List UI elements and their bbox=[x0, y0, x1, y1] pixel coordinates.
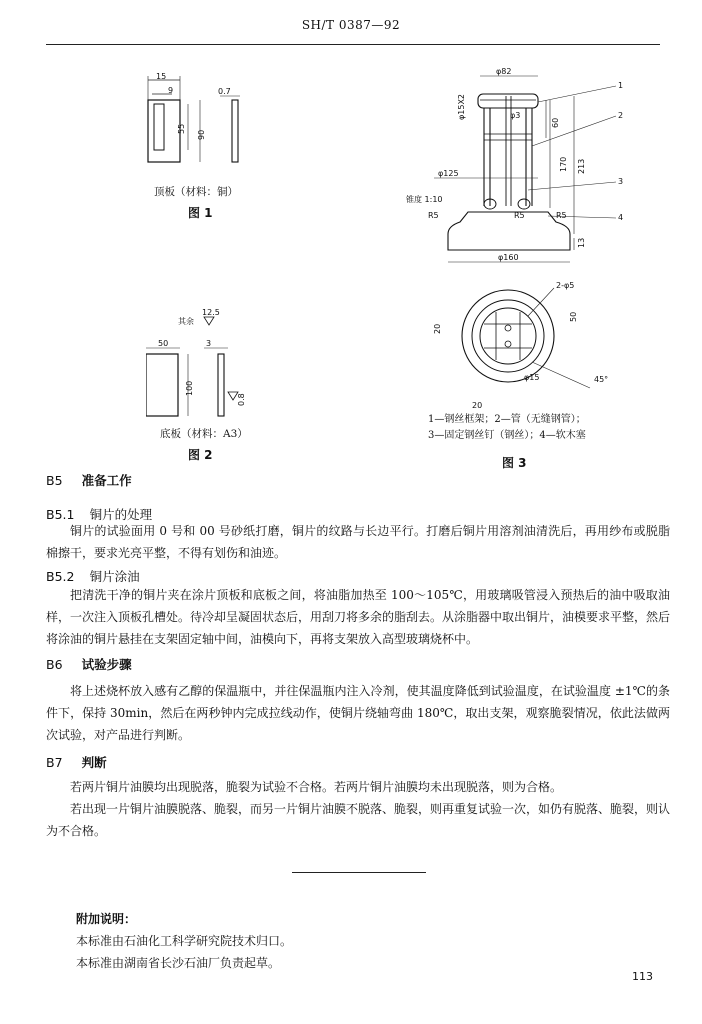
fig3-taper: 锥度 1:10 bbox=[406, 195, 443, 204]
fig1-dim-slot-width: 9 bbox=[168, 86, 174, 95]
section-b5-number: B5 bbox=[46, 473, 63, 488]
section-b52-number: B5.2 bbox=[46, 569, 75, 584]
section-b6-text: 将上述烧杯放入感有乙醇的保温瓶中，并往保温瓶内注入冷剂，使其温度降低到试验温度，在试验温度 ±1℃的条件下，保持 30min，然后在两秒钟内完成拉线动作，使铜片绕轴弯曲 180℃，取出支架，观察脆裂情况，依此法做两次试验，对产品进行判断。 bbox=[46, 684, 670, 742]
fig3-d50: 50 bbox=[569, 311, 578, 322]
fig3-d13: 13 bbox=[577, 237, 586, 248]
fig2-roughness-2: 0.8 bbox=[237, 393, 246, 406]
section-b7-heading bbox=[46, 752, 107, 771]
figure-3-legend-1: 1—钢丝框架；2—管（无缝钢管）； bbox=[428, 414, 586, 425]
figure-2-caption: 底板（材料：A3） bbox=[160, 428, 248, 440]
fig3-callout-2: 2 bbox=[618, 111, 624, 120]
end-divider bbox=[292, 872, 426, 873]
fig1-dim-slot-len: 55 bbox=[177, 123, 186, 134]
figure-3-label: 图 3 bbox=[502, 456, 527, 470]
section-b52-text: 把清洗干净的铜片夹在涂片顶板和底板之间，将油脂加热至 100～105℃，用玻璃吸管浸入预热后的油中吸取油样，一次注入顶板孔槽处。待冷却呈凝固状态后，用刮刀将多余的脂刮去。从涂脂器中取出铜片，油模要求平整，然后将涂油的铜片悬挂在支架固定轴中间，油模向下，再将支架放入高型玻璃烧杯中。 bbox=[46, 588, 671, 646]
fig3-angle: 45° bbox=[594, 375, 609, 384]
notes-line-1: 本标准由石油化工科学研究院技术归口。 bbox=[76, 934, 293, 948]
section-b6-number: B6 bbox=[46, 657, 63, 672]
figure-2 bbox=[146, 306, 266, 462]
fig3-r5b: R5 bbox=[514, 211, 525, 220]
notes-line-2: 本标准由湖南省长沙石油厂负责起草。 bbox=[76, 956, 281, 970]
fig3-d125: φ125 bbox=[438, 169, 459, 178]
figure-3 bbox=[398, 66, 638, 470]
fig3-d15: φ15 bbox=[524, 373, 540, 382]
section-b7-title: 判断 bbox=[81, 755, 107, 770]
figure-2-drawing bbox=[146, 306, 266, 421]
figure-1-caption: 顶板（材料：铜） bbox=[154, 186, 238, 198]
fig1-dim-thickness: 0.7 bbox=[218, 87, 231, 96]
figure-2-label: 图 2 bbox=[188, 448, 213, 462]
section-b51-number: B5.1 bbox=[46, 507, 75, 522]
fig3-base-dia: φ160 bbox=[498, 253, 519, 262]
fig3-holes: 2-φ5 bbox=[556, 281, 575, 290]
fig3-r5: R5 bbox=[428, 211, 439, 220]
section-b5-heading bbox=[46, 470, 132, 489]
page-number: 113 bbox=[632, 970, 653, 983]
fig3-d213: 213 bbox=[577, 158, 586, 174]
section-b52-heading bbox=[46, 566, 140, 585]
fig2-dim-height: 100 bbox=[185, 380, 194, 396]
figure-1-drawing bbox=[136, 72, 276, 167]
figure-1-label: 图 1 bbox=[188, 206, 213, 220]
fig2-surface-note: 其余 bbox=[178, 317, 194, 326]
section-b6-heading bbox=[46, 654, 132, 673]
fig3-top-dia: φ82 bbox=[496, 67, 512, 76]
fig3-d170: 170 bbox=[559, 156, 568, 172]
figure-3-drawing bbox=[398, 66, 638, 426]
fig3-d60: 60 bbox=[551, 117, 560, 128]
section-b51-text: 铜片的试验面用 0 号和 00 号砂纸打磨，铜片的纹路与长边平行。打磨后铜片用溶剂油清洗后，再用纱布或脱脂棉擦干，要求光亮平整，不得有划伤和油迹。 bbox=[46, 524, 670, 560]
fig3-d20b: 20 bbox=[472, 401, 483, 410]
fig3-r5c: R5 bbox=[556, 211, 567, 220]
fig3-callout-1: 1 bbox=[618, 81, 624, 90]
section-b7-text-2: 若出现一片铜片油膜脱落、脆裂，而另一片铜片油膜不脱落、脆裂，则再重复试验一次，如仍有脱落、脆裂，则认为不合格。 bbox=[46, 802, 671, 838]
fig3-tube: φ15X2 bbox=[457, 93, 466, 120]
page-header: SH/T 0387—92 bbox=[301, 18, 401, 32]
section-b7-text-1: 若两片铜片油膜均出现脱落，脆裂为试验不合格。若两片铜片油膜均未出现脱落，则为合格。 bbox=[70, 780, 563, 794]
fig2-dim-thickness: 3 bbox=[206, 339, 212, 348]
header-rule bbox=[46, 44, 660, 45]
notes-heading: 附加说明： bbox=[76, 912, 137, 926]
section-b51-title: 铜片的处理 bbox=[89, 507, 153, 522]
fig3-rod: φ3 bbox=[510, 111, 521, 120]
fig2-dim-width: 50 bbox=[158, 339, 169, 348]
section-b6-title: 试验步骤 bbox=[81, 657, 132, 672]
fig3-callout-4: 4 bbox=[618, 213, 624, 222]
fig1-dim-width: 15 bbox=[156, 72, 167, 81]
fig3-callout-3: 3 bbox=[618, 177, 624, 186]
fig3-d20: 20 bbox=[433, 323, 442, 334]
figure-1 bbox=[136, 72, 276, 220]
fig1-dim-height: 90 bbox=[197, 129, 206, 140]
figure-3-legend-2: 3—固定钢丝钉（钢丝）；4—软木塞 bbox=[428, 430, 586, 441]
fig2-roughness: 12.5 bbox=[202, 308, 220, 317]
section-b7-number: B7 bbox=[46, 755, 63, 770]
section-b5-title: 准备工作 bbox=[81, 473, 132, 488]
section-b52-title: 铜片涂油 bbox=[89, 569, 140, 584]
